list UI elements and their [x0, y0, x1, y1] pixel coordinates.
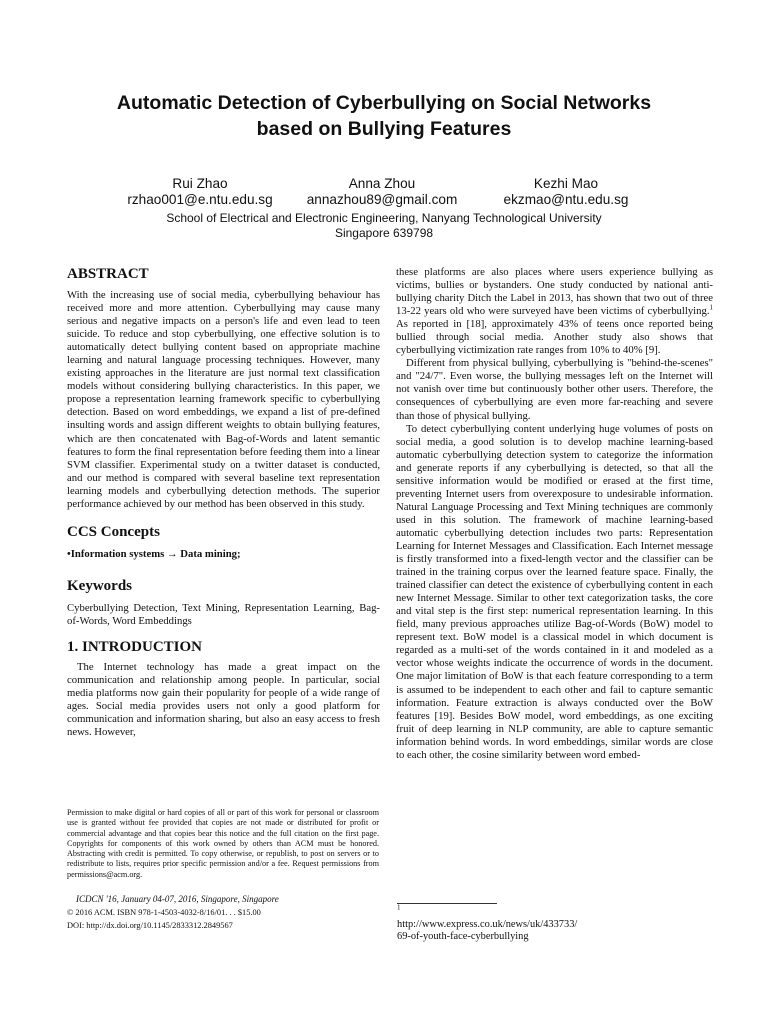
paragraph-physical-vs-cyber: Different from physical bullying, cyberbullying is "behind-the-scenes" and "24/7". Even worse, the bullying messages left on the Internet will not vanish over time but continuously bother other users. Therefore, the consequences of cyberbullying are even more far-reaching and severe than those of physical bullying. — [396, 357, 713, 422]
abstract-text: With the increasing use of social media, cyberbullying behaviour has received more and more attention. Cyberbullying may cause many serious and negative impacts on a person's life and even lead to teen suicide. To reduce and stop cyberbullying, one effective solution is to automatically detect bullying content based on appropriate machine learning and natural language processing techniques. However, many existing approaches in the literature are just normal text classification models without considering bullying characteristics. In this paper, we propose a representation learning framework specific to cyberbullying detection. Based on word embeddings, we expand a list of pre-defined insulting words and assign different weights to obtain bullying features, which are then concatenated with Bag-of-Words and latent semantic features to form the final representation before feeding them into a linear SVM classifier. Experimental study on a twitter dataset is conducted, and our method is compared with several baseline text representation learning models and cyberbullying detection methods. The superior performance achieved by our method has been observed in this study. — [67, 289, 380, 510]
affiliation-line-2: Singapore 639798 — [334, 226, 434, 240]
copyright-line: © 2016 ACM. ISBN 978-1-4503-4032-8/16/01. . . $15.00 — [67, 908, 261, 917]
author-name: Kezhi Mao — [533, 176, 599, 191]
footnote-marker: 1 — [709, 303, 713, 312]
left-column — [67, 265, 380, 739]
affiliation — [40, 211, 728, 241]
doi-line: DOI: http://dx.doi.org/10.1145/2833312.2849567 — [67, 921, 233, 930]
author-name: Rui Zhao — [172, 176, 228, 191]
introduction-text: The Internet technology has made a great impact on the communication and relationship among people. In particular, social media platforms now gain their popularity for people of a wide range of ages. Social media provides users not only a good platform for communication and information sharing, but also an easy access to fresh news. However, — [67, 660, 380, 739]
title-line-1: Automatic Detection of Cyberbullying on Social Networks — [116, 92, 652, 114]
paragraph-detection-approach: To detect cyberbullying content underlying huge volumes of posts on social media, a good solution is to develop machine learning-based automatic cyberbullying detection system to categorize the information and generate reports if any cyberbullying is detected, so that all the sensitive information would be modified or erased at the first time, preventing Internet users from overexposure to undesirable information. Natural Language Processing and Text Mining techniques are commonly used in this solution. The framework of machine learning-based automatic cyberbullying detection includes two parts: Representation Learning for Internet Messages and Classification. Each Internet message is firstly transformed into a fixed-length vector and the classifier can be trained in the training corpus over the learned feature space. Finally, the trained classifier can detect the existence of cyberbullying content in each new Internet Message. Similar to other text categorization tasks, the core and vital step is the first step: numerical representation learning. In this field, many previous approaches utilize Bag-of-Words (BoW) model to represent text. BoW model is a classical model in which document is regarded as a multi-set of the words contained in it and modeled as a vector whose weights indicate the occurrence of words in the document. One major limitation of BoW is that each feature corresponding to a term is assumed to be independent to each other and fail to capture semantic information. Feature extraction is always conducted over the BoW features [19]. Besides BoW model, word embeddings, as one exciting fruit of deep learning in NLP community, are able to capture semantic information behind words. In word embeddings, similar words are close to each other, the cosine similarity between word embed- — [396, 422, 713, 761]
author-1 — [100, 176, 300, 208]
paragraph-bullying-stats — [396, 266, 713, 357]
footnote — [397, 903, 713, 944]
right-column — [396, 266, 713, 762]
author-name: Anna Zhou — [348, 176, 416, 191]
conference-info: ICDCN '16, January 04-07, 2016, Singapore, Singapore — [76, 894, 279, 904]
abstract-heading: ABSTRACT — [67, 266, 149, 282]
footnote-url-part-2: 69-of-youth-face-cyberbullying — [397, 931, 529, 942]
footnote-url-part-1: http://www.express.co.uk/news/uk/433733/ — [397, 918, 578, 930]
introduction-heading: 1. INTRODUCTION — [67, 638, 203, 655]
paragraph-text: As reported in [18], approximately 43% of teens once reported being bullied through social media. Another study also shows that cyberbullying victimization rate ranges from 10% to 40% [9]. — [396, 318, 713, 357]
author-3 — [466, 176, 666, 208]
footnote-line-1 — [397, 903, 713, 931]
author-list — [0, 176, 768, 210]
title-line-2: based on Bullying Features — [256, 118, 512, 140]
author-2 — [282, 176, 482, 208]
footnote-divider — [397, 903, 497, 904]
author-email: rzhao001@e.ntu.edu.sg — [127, 192, 273, 207]
keywords-heading: Keywords — [67, 577, 132, 594]
paper-title — [40, 90, 728, 142]
author-email: ekzmao@ntu.edu.sg — [503, 192, 629, 207]
footnote-number: 1 — [397, 903, 401, 912]
keywords-text: Cyberbullying Detection, Text Mining, Representation Learning, Bag-of-Words, Word Embeddings — [67, 601, 380, 627]
ccs-heading: CCS Concepts — [67, 523, 160, 540]
permission-notice: Permission to make digital or hard copies of all or part of this work for personal or classroom use is granted without fee provided that copies are not made or distributed for profit or commercial advantage and that copies bear this notice and the full citation on the first page. Copyrights for components of this work owned by others than ACM must be honored. Abstracting with credit is permitted. To copy otherwise, or republish, to post on servers or to redistribute to lists, requires prior specific permission and/or a fee. Request permissions from permissions@acm.org. — [67, 808, 379, 879]
affiliation-line-1: School of Electrical and Electronic Engineering, Nanyang Technological University — [166, 211, 602, 225]
ccs-concepts-line: •Information systems → Data mining; — [67, 547, 241, 560]
author-email: annazhou89@gmail.com — [306, 192, 458, 207]
paragraph-text: these platforms are also places where users experience bullying as victims, bullies or bystanders. One study conducted by national anti-bullying charity Ditch the Label in 2013, has shown that two out of three 13-22 years old who were surveyed have been victims of cyberbullying. — [396, 266, 713, 318]
